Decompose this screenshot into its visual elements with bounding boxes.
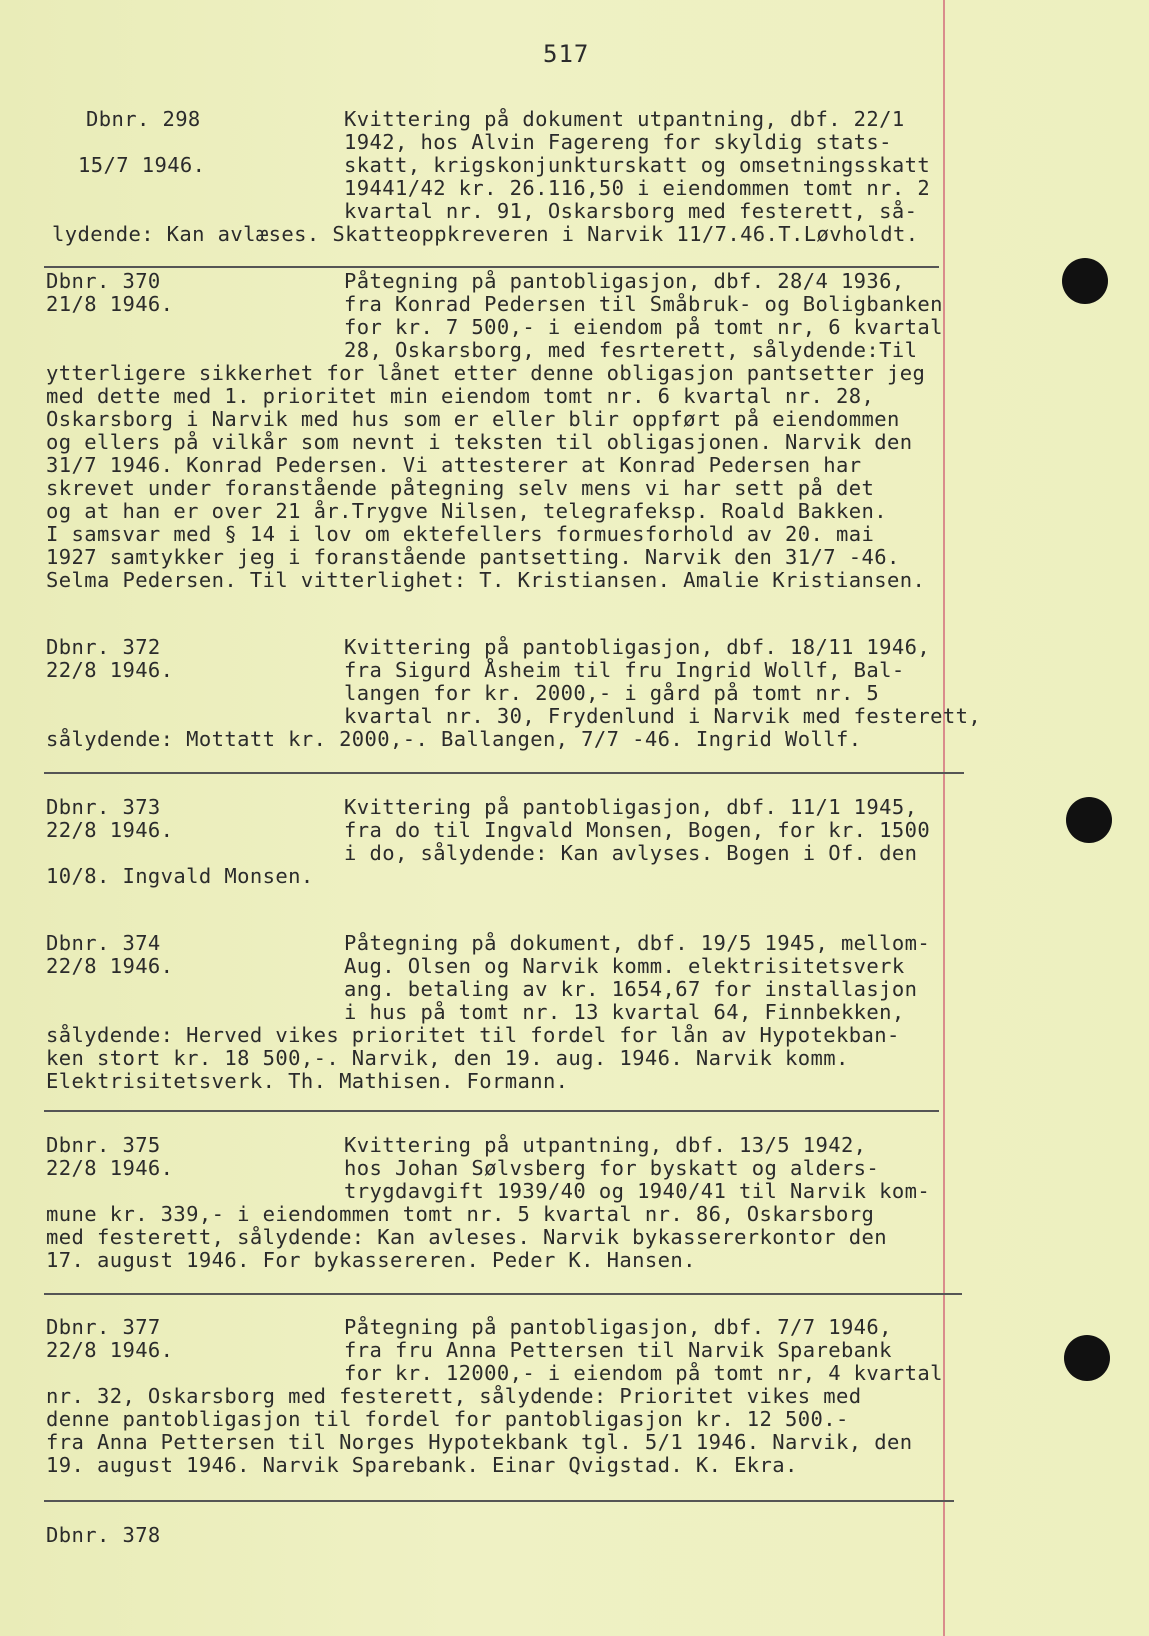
entry-date: 21/8 1946. xyxy=(46,292,174,316)
entry-date: 22/8 1946. xyxy=(46,1338,174,1362)
entry-text-line: ken stort kr. 18 500,-. Narvik, den 19. aug. 1946. Narvik komm. xyxy=(46,1046,849,1070)
entry-text-line: for kr. 7 500,- i eiendom på tomt nr, 6 kvartal xyxy=(344,315,943,339)
entry-text-line: Elektrisitetsverk. Th. Mathisen. Formann. xyxy=(46,1069,569,1093)
punch-hole-middle xyxy=(1066,797,1112,843)
entry-text-line: 19. august 1946. Narvik Sparebank. Einar Qvigstad. K. Ekra. xyxy=(46,1453,798,1477)
entry-divider xyxy=(44,266,939,268)
entry-text-line: 17. august 1946. For bykassereren. Peder K. Hansen. xyxy=(46,1248,696,1272)
entry-text-line: Kvittering på pantobligasjon, dbf. 11/1 1945, xyxy=(344,795,918,819)
punch-hole-bottom xyxy=(1064,1335,1110,1381)
entry-text-line: kvartal nr. 30, Frydenlund i Narvik med festerett, xyxy=(344,704,982,728)
entry-dbnr: Dbnr. 374 xyxy=(46,931,161,955)
entry-text-line: sålydende: Mottatt kr. 2000,-. Ballangen, 7/7 -46. Ingrid Wollf. xyxy=(46,727,862,751)
entry-text-line: 1942, hos Alvin Fagereng for skyldig stats- xyxy=(344,130,892,154)
entry-divider xyxy=(44,1110,939,1112)
entry-dbnr: Dbnr. 298 xyxy=(86,107,201,131)
entry-text-line: fra Konrad Pedersen til Småbruk- og Boligbanken xyxy=(344,292,943,316)
entry-text-line: denne pantobligasjon til fordel for pantobligasjon kr. 12 500.- xyxy=(46,1407,849,1431)
entry-dbnr: Dbnr. 373 xyxy=(46,795,161,819)
entry-text-line: for kr. 12000,- i eiendom på tomt nr, 4 kvartal xyxy=(344,1361,943,1385)
entry-text-line: 1927 samtykker jeg i foranstående pantsetting. Narvik den 31/7 -46. xyxy=(46,545,900,569)
entry-text-line: skrevet under foranstående påtegning selv mens vi har sett på det xyxy=(46,476,875,500)
entry-text-line: Kvittering på utpantning, dbf. 13/5 1942, xyxy=(344,1133,867,1157)
entry-text-line: i hus på tomt nr. 13 kvartal 64, Finnbekken, xyxy=(344,1000,905,1024)
entry-text-line: mune kr. 339,- i eiendommen tomt nr. 5 kvartal nr. 86, Oskarsborg xyxy=(46,1202,875,1226)
entry-text-line: 28, Oskarsborg, med fesrterett, sålydende:Til xyxy=(344,338,918,362)
entry-text-line: skatt, krigskonjunkturskatt og omsetningsskatt xyxy=(344,153,931,177)
entry-date: 22/8 1946. xyxy=(46,954,174,978)
entry-text-line: og ellers på vilkår som nevnt i teksten til obligasjonen. Narvik den xyxy=(46,430,913,454)
entry-text-line: Selma Pedersen. Til vitterlighet: T. Kristiansen. Amalie Kristiansen. xyxy=(46,568,926,592)
entry-text-line: med dette med 1. prioritet min eiendom tomt nr. 6 kvartal nr. 28, xyxy=(46,384,875,408)
punch-hole-top xyxy=(1062,258,1108,304)
entry-text-line: 10/8. Ingvald Monsen. xyxy=(46,864,314,888)
entry-text-line: fra Anna Pettersen til Norges Hypotekbank tgl. 5/1 1946. Narvik, den xyxy=(46,1430,913,1454)
entry-date: 22/8 1946. xyxy=(46,818,174,842)
entry-text-line: i do, sålydende: Kan avlyses. Bogen i Of. den xyxy=(344,841,918,865)
entry-text-line: Påtegning på pantobligasjon, dbf. 28/4 1936, xyxy=(344,269,905,293)
entry-text-line: fra Sigurd Åsheim til fru Ingrid Wollf, Bal- xyxy=(344,658,905,682)
entry-text-line: I samsvar med § 14 i lov om ektefellers formuesforhold av 20. mai xyxy=(46,522,875,546)
entry-text-line: Aug. Olsen og Narvik komm. elektrisitetsverk xyxy=(344,954,905,978)
entry-text-line: ang. betaling av kr. 1654,67 for installasjon xyxy=(344,977,918,1001)
entry-dbnr: Dbnr. 372 xyxy=(46,635,161,659)
entry-text-line: langen for kr. 2000,- i gård på tomt nr. 5 xyxy=(344,681,880,705)
entry-text-line: sålydende: Herved vikes prioritet til fordel for lån av Hypotekban- xyxy=(46,1023,900,1047)
entry-dbnr: Dbnr. 370 xyxy=(46,269,161,293)
entry-text-line: nr. 32, Oskarsborg med festerett, sålydende: Prioritet vikes med xyxy=(46,1384,862,1408)
entry-text-line: Påtegning på pantobligasjon, dbf. 7/7 1946, xyxy=(344,1315,892,1339)
entry-date: 22/8 1946. xyxy=(46,1156,174,1180)
entry-date: 15/7 1946. xyxy=(78,153,206,177)
entry-text-line: fra do til Ingvald Monsen, Bogen, for kr. 1500 xyxy=(344,818,931,842)
entry-text-line: fra fru Anna Pettersen til Narvik Sparebank xyxy=(344,1338,892,1362)
entry-text-line: Påtegning på dokument, dbf. 19/5 1945, mellom- xyxy=(344,931,931,955)
entry-date: 22/8 1946. xyxy=(46,658,174,682)
entry-text-line: Kvittering på dokument utpantning, dbf. 22/1 xyxy=(344,107,905,131)
entry-text-line: med festerett, sålydende: Kan avleses. Narvik bykassererkontor den xyxy=(46,1225,887,1249)
entry-text-line: kvartal nr. 91, Oskarsborg med festerett, så- xyxy=(344,199,918,223)
entry-text-line: 19441/42 kr. 26.116,50 i eiendommen tomt nr. 2 xyxy=(344,176,931,200)
entry-dbnr: Dbnr. 375 xyxy=(46,1133,161,1157)
entry-text-line: Kvittering på pantobligasjon, dbf. 18/11 1946, xyxy=(344,635,931,659)
margin-line xyxy=(943,0,945,1636)
entry-text-line: og at han er over 21 år.Trygve Nilsen, telegrafeksp. Roald Bakken. xyxy=(46,499,887,523)
entry-text-line: Oskarsborg i Narvik med hus som er eller blir oppført på eiendommen xyxy=(46,407,900,431)
entry-text-line: ytterligere sikkerhet for lånet etter denne obligasjon pantsetter jeg xyxy=(46,361,926,385)
entry-text-line: 31/7 1946. Konrad Pedersen. Vi attesterer at Konrad Pedersen har xyxy=(46,453,862,477)
entry-divider xyxy=(44,1500,954,1502)
entry-divider xyxy=(44,772,964,774)
entry-dbnr: Dbnr. 378 xyxy=(46,1523,161,1547)
entry-text-line: lydende: Kan avlæses. Skatteoppkreveren i Narvik 11/7.46.T.Løvholdt. xyxy=(52,222,919,246)
entry-text-line: hos Johan Sølvsberg for byskatt og alders- xyxy=(344,1156,880,1180)
entry-text-line: trygdavgift 1939/40 og 1940/41 til Narvik kom- xyxy=(344,1179,931,1203)
entry-divider xyxy=(44,1293,962,1295)
page-number: 517 xyxy=(543,40,590,68)
entry-dbnr: Dbnr. 377 xyxy=(46,1315,161,1339)
